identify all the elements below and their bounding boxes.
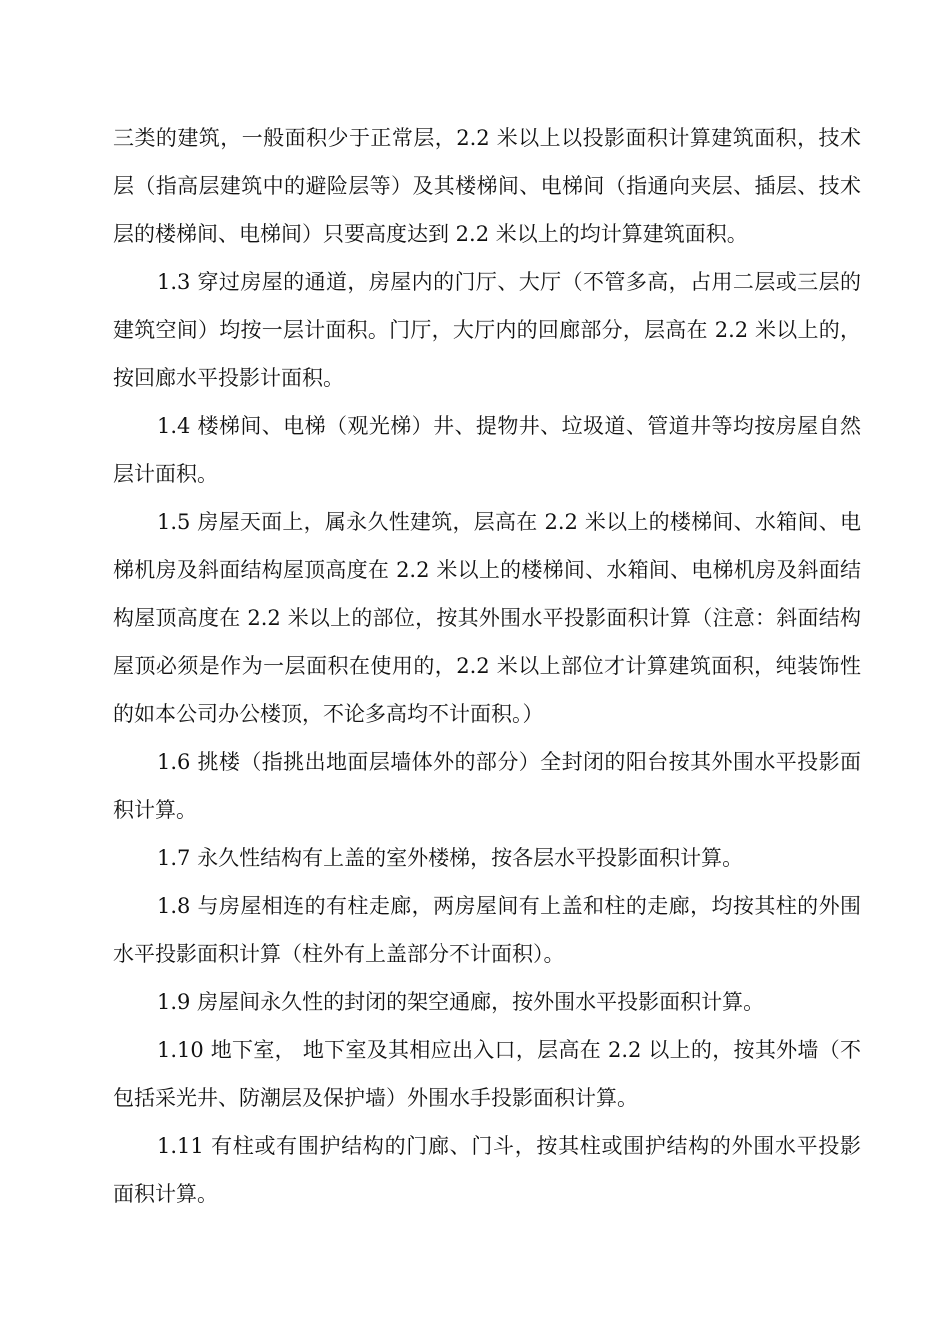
paragraph-1-4: 1.4 楼梯间、电梯（观光梯）井、提物井、垃圾道、管道井等均按房屋自然层计面积。 [113, 414, 861, 486]
paragraph-1-9: 1.9 房屋间永久性的封闭的架空通廊，按外围水平投影面积计算。 [157, 990, 765, 1014]
paragraph-1-5: 1.5 房屋天面上，属永久性建筑，层高在 2.2 米以上的楼梯间、水箱间、电梯机房及斜面结构屋顶高度在 2.2 米以上的楼梯间、水箱间、电梯机房及斜面结构屋顶高度在 2.2 米以上的部位，按其外围水平投影面积计算（注意：斜面结构屋顶必须是作为一层面积在使用的，2.2 米以上部位才计算建筑面积，纯装饰性的如本公司办公楼顶，不论多高均不计面积。） [113, 510, 861, 726]
paragraph-1-8: 1.8 与房屋相连的有柱走廊，两房屋间有上盖和柱的走廊，均按其柱的外围水平投影面积计算（柱外有上盖部分不计面积）。 [113, 894, 861, 966]
paragraph-continuation: 三类的建筑，一般面积少于正常层，2.2 米以上以投影面积计算建筑面积，技术层（指高层建筑中的避险层等）及其楼梯间、电梯间（指通向夹层、插层、技术层的楼梯间、电梯间）只要高度达到 2.2 米以上的均计算建筑面积。 [113, 126, 861, 246]
paragraph-1-11: 1.11 有柱或有围护结构的门廊、门斗，按其柱或围护结构的外围水平投影面积计算。 [113, 1134, 861, 1206]
paragraph-1-7: 1.7 永久性结构有上盖的室外楼梯，按各层水平投影面积计算。 [157, 846, 744, 870]
document-body [113, 114, 861, 1218]
paragraph-1-10: 1.10 地下室， 地下室及其相应出入口，层高在 2.2 以上的，按其外墙（不包括采光井、防潮层及保护墙）外围水手投影面积计算。 [113, 1038, 861, 1110]
paragraph-1-3: 1.3 穿过房屋的通道，房屋内的门厅、大厅（不管多高，占用二层或三层的建筑空间）均按一层计面积。门厅，大厅内的回廊部分，层高在 2.2 米以上的，按回廊水平投影计面积。 [113, 270, 861, 390]
paragraph-1-6: 1.6 挑楼（指挑出地面层墙体外的部分）全封闭的阳台按其外围水平投影面积计算。 [113, 750, 861, 822]
